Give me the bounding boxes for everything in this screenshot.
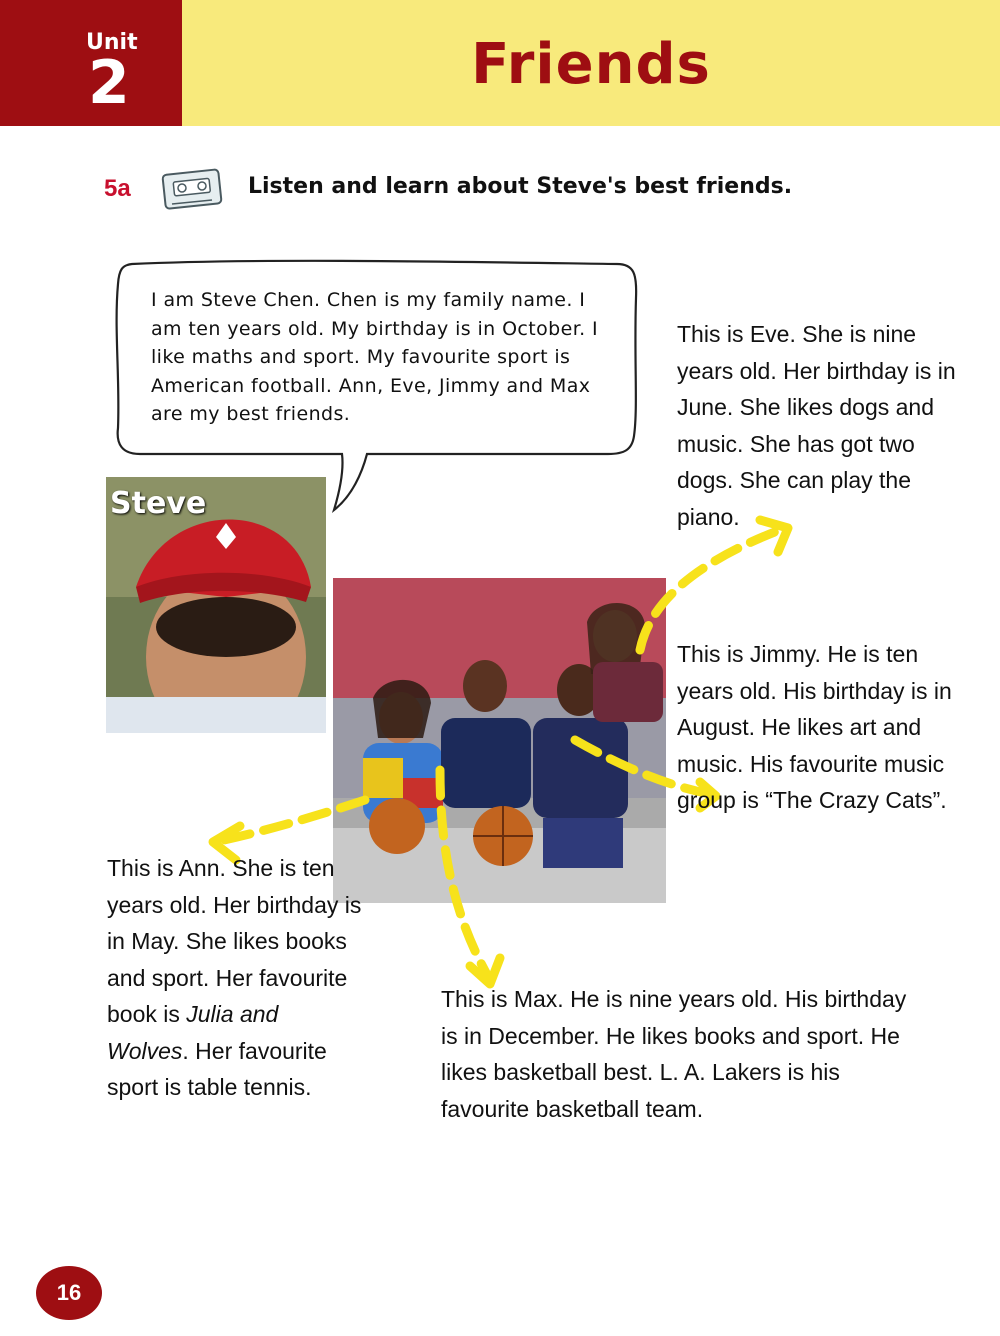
jimmy-description: This is Jimmy. He is ten years old. His birthday is in August. He likes art and music. His favourite music group is “The Crazy Cats”. <box>677 641 952 813</box>
max-description: This is Max. He is nine years old. His birthday is in December. He likes books and sport. He likes basketball best. L. A. Lakers is his favourite basketball team. <box>441 986 907 1122</box>
ann-text-start: This is Ann. She is ten years old. Her birthday is in May. She likes books and sport. Her favourite book is <box>107 855 362 1027</box>
title-band <box>182 0 1000 126</box>
steve-label: Steve <box>110 486 207 521</box>
group-photo <box>333 578 666 903</box>
unit-badge <box>0 0 182 126</box>
page-number: 16 <box>36 1266 102 1320</box>
ann-book-title: Julia and Wolves <box>107 1001 279 1064</box>
speech-bubble-text: I am Steve Chen. Chen is my family name. I am ten years old. My birthday is in October. I like maths and sport. My favourite sport is American football. Ann, Eve, Jimmy and Max are my best friends. <box>151 289 599 425</box>
unit-label: Unit <box>86 30 138 55</box>
cassette-tape-icon <box>160 166 226 219</box>
exercise-instruction: Listen and learn about Steve's best friends. <box>248 174 793 199</box>
eve-description: This is Eve. She is nine years old. Her birthday is in June. She likes dogs and music. She has got two dogs. She can play the piano. <box>677 321 956 530</box>
page-title: Friends <box>471 32 711 97</box>
unit-number: 2 <box>88 48 130 118</box>
exercise-number: 5a <box>104 175 131 202</box>
ann-description <box>107 850 362 1106</box>
ann-text-end: . Her favourite sport is table tennis. <box>107 1037 327 1100</box>
